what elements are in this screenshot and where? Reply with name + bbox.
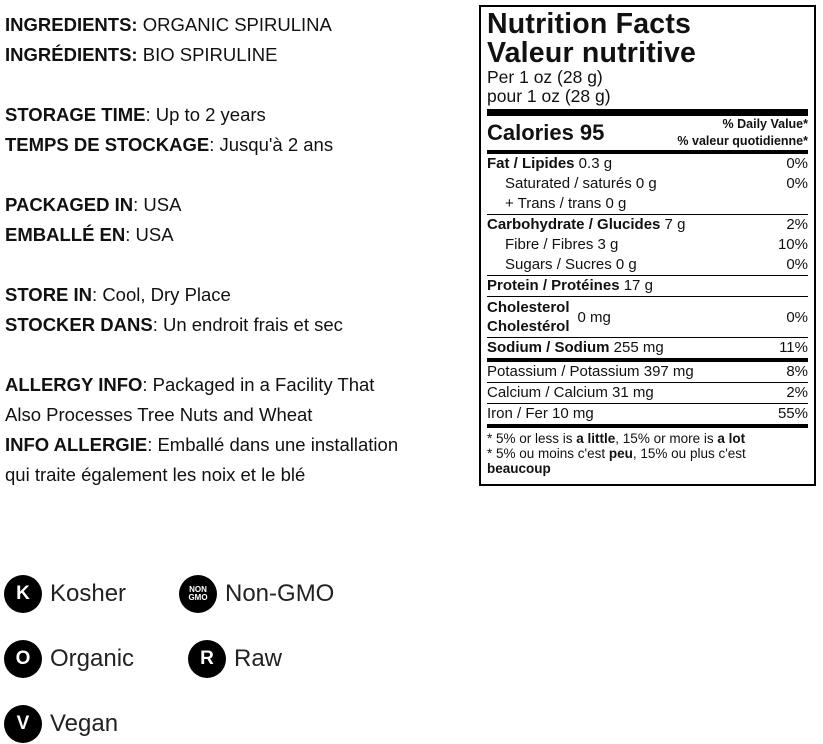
footnote xyxy=(487,428,808,476)
calcium-pct: 2% xyxy=(786,384,808,401)
vegan-label: Vegan xyxy=(50,710,119,737)
protein-label: Protein / Protéines xyxy=(487,277,620,294)
trans-label: + Trans / trans 0 g xyxy=(505,195,627,212)
sodium-amount: 255 mg xyxy=(609,339,664,356)
iron-label: Iron / Fer 10 mg xyxy=(487,405,594,422)
fat-amount: 0.3 g xyxy=(574,155,613,172)
store-label-fr: STOCKER DANS xyxy=(5,314,153,335)
saturated-pct: 0% xyxy=(786,175,808,192)
packaged-label: PACKAGED IN xyxy=(5,194,134,215)
kosher-icon: K xyxy=(4,575,42,613)
allergy-fr xyxy=(5,430,475,460)
fibre-pct: 10% xyxy=(777,236,808,253)
allergy-value: : Packaged in a Facility That xyxy=(142,374,375,395)
packaged-fr xyxy=(5,220,475,250)
cholesterol-label: Cholesterol xyxy=(487,299,570,316)
saturated-label: Saturated / saturés 0 g xyxy=(505,175,657,192)
calories-row xyxy=(487,116,808,150)
sugars-label: Sugars / Sucres 0 g xyxy=(505,256,637,273)
kosher-badge xyxy=(4,575,126,613)
fat-label: Fat / Lipides xyxy=(487,155,575,172)
trans-row xyxy=(487,194,808,214)
footnote-fr: * 5% ou moins c'est peu, 15% ou plus c'est xyxy=(487,446,746,461)
product-info xyxy=(5,10,475,490)
carb-row xyxy=(487,215,808,235)
packaged-value-fr: : USA xyxy=(125,224,174,245)
divider xyxy=(487,109,808,116)
non-gmo-icon: NON GMO xyxy=(179,575,217,613)
ingredients-value-fr: BIO SPIRULINE xyxy=(137,44,278,65)
non-gmo-badge xyxy=(179,575,334,613)
store-value: : Cool, Dry Place xyxy=(92,284,231,305)
raw-label: Raw xyxy=(234,645,283,672)
storage-value: : Up to 2 years xyxy=(145,104,266,125)
store-label: STORE IN xyxy=(5,284,93,305)
sodium-pct: 11% xyxy=(779,339,808,356)
cholesterol-pct: 0% xyxy=(786,308,808,326)
storage-value-fr: : Jusqu'à 2 ans xyxy=(209,134,334,155)
kosher-label: Kosher xyxy=(50,580,127,607)
sugars-pct: 0% xyxy=(786,256,808,273)
carb-label: Carbohydrate / Glucides xyxy=(487,216,661,233)
store-en xyxy=(5,280,475,310)
cholesterol-label-fr: Cholestérol xyxy=(487,318,570,335)
serving-en: Per 1 oz (28 g) xyxy=(487,67,603,87)
storage-label: STORAGE TIME xyxy=(5,104,146,125)
allergy-label-fr: INFO ALLERGIE xyxy=(5,434,148,455)
vegan-badge xyxy=(4,705,118,743)
potassium-label: Potassium / Potassium 397 mg xyxy=(487,363,694,380)
cholesterol-row xyxy=(487,297,808,337)
ingredients-en xyxy=(5,10,475,40)
allergy-label: ALLERGY INFO xyxy=(5,374,143,395)
fibre-label: Fibre / Fibres 3 g xyxy=(505,236,619,253)
serving-fr: pour 1 oz (28 g) xyxy=(487,86,611,106)
cholesterol-amount: 0 mg xyxy=(577,308,611,326)
carb-pct: 2% xyxy=(786,216,808,233)
storage-en xyxy=(5,100,475,130)
allergy-en-2: Also Processes Tree Nuts and Wheat xyxy=(5,404,313,425)
ingredients-value: ORGANIC SPIRULINA xyxy=(137,14,332,35)
sodium-label: Sodium / Sodium xyxy=(487,339,610,356)
storage-fr xyxy=(5,130,475,160)
footnote-en: * 5% or less is a little, 15% or more is a lot xyxy=(487,431,746,446)
ingredients-label: INGREDIENTS: xyxy=(5,14,138,35)
sodium-row xyxy=(487,338,808,358)
calcium-label: Calcium / Calcium 31 mg xyxy=(487,384,654,401)
daily-value-header xyxy=(677,116,808,150)
daily-value-en: % Daily Value* xyxy=(722,117,808,131)
nutrition-title-en: Nutrition Facts xyxy=(487,8,692,40)
raw-icon: R xyxy=(188,640,226,678)
organic-label: Organic xyxy=(50,645,135,672)
calories-label: Calories 95 xyxy=(487,120,605,145)
raw-badge xyxy=(188,640,282,678)
iron-pct: 55% xyxy=(777,405,808,422)
fat-pct: 0% xyxy=(786,155,808,172)
footnote-fr-2: beaucoup xyxy=(487,461,551,476)
carb-amount: 7 g xyxy=(660,216,686,233)
sugars-row xyxy=(487,255,808,275)
protein-row xyxy=(487,276,808,296)
vegan-icon: V xyxy=(4,705,42,743)
allergy-fr-2: qui traite également les noix et le blé xyxy=(5,464,306,485)
calcium-row xyxy=(487,383,808,403)
ingredients-fr xyxy=(5,40,475,70)
nutrition-facts-panel xyxy=(479,5,816,486)
potassium-pct: 8% xyxy=(786,363,808,380)
organic-icon: O xyxy=(4,640,42,678)
store-fr xyxy=(5,310,475,340)
packaged-value: : USA xyxy=(133,194,182,215)
fat-row xyxy=(487,154,808,174)
organic-badge xyxy=(4,640,134,678)
daily-value-fr: % valeur quotidienne* xyxy=(677,134,808,148)
allergy-value-fr: : Emballé dans une installation xyxy=(147,434,399,455)
packaged-en xyxy=(5,190,475,220)
packaged-label-fr: EMBALLÉ EN xyxy=(5,224,126,245)
fibre-row xyxy=(487,235,808,255)
ingredients-label-fr: INGRÉDIENTS: xyxy=(5,44,138,65)
allergy-en xyxy=(5,370,475,400)
storage-label-fr: TEMPS DE STOCKAGE xyxy=(5,134,210,155)
potassium-row xyxy=(487,362,808,382)
iron-row xyxy=(487,404,808,424)
saturated-row xyxy=(487,174,808,194)
nutrition-title-fr: Valeur nutritive xyxy=(487,37,697,69)
protein-amount: 17 g xyxy=(619,277,653,294)
store-value-fr: : Un endroit frais et sec xyxy=(152,314,343,335)
cholesterol-labels xyxy=(487,298,570,336)
non-gmo-label: Non-GMO xyxy=(225,580,335,607)
